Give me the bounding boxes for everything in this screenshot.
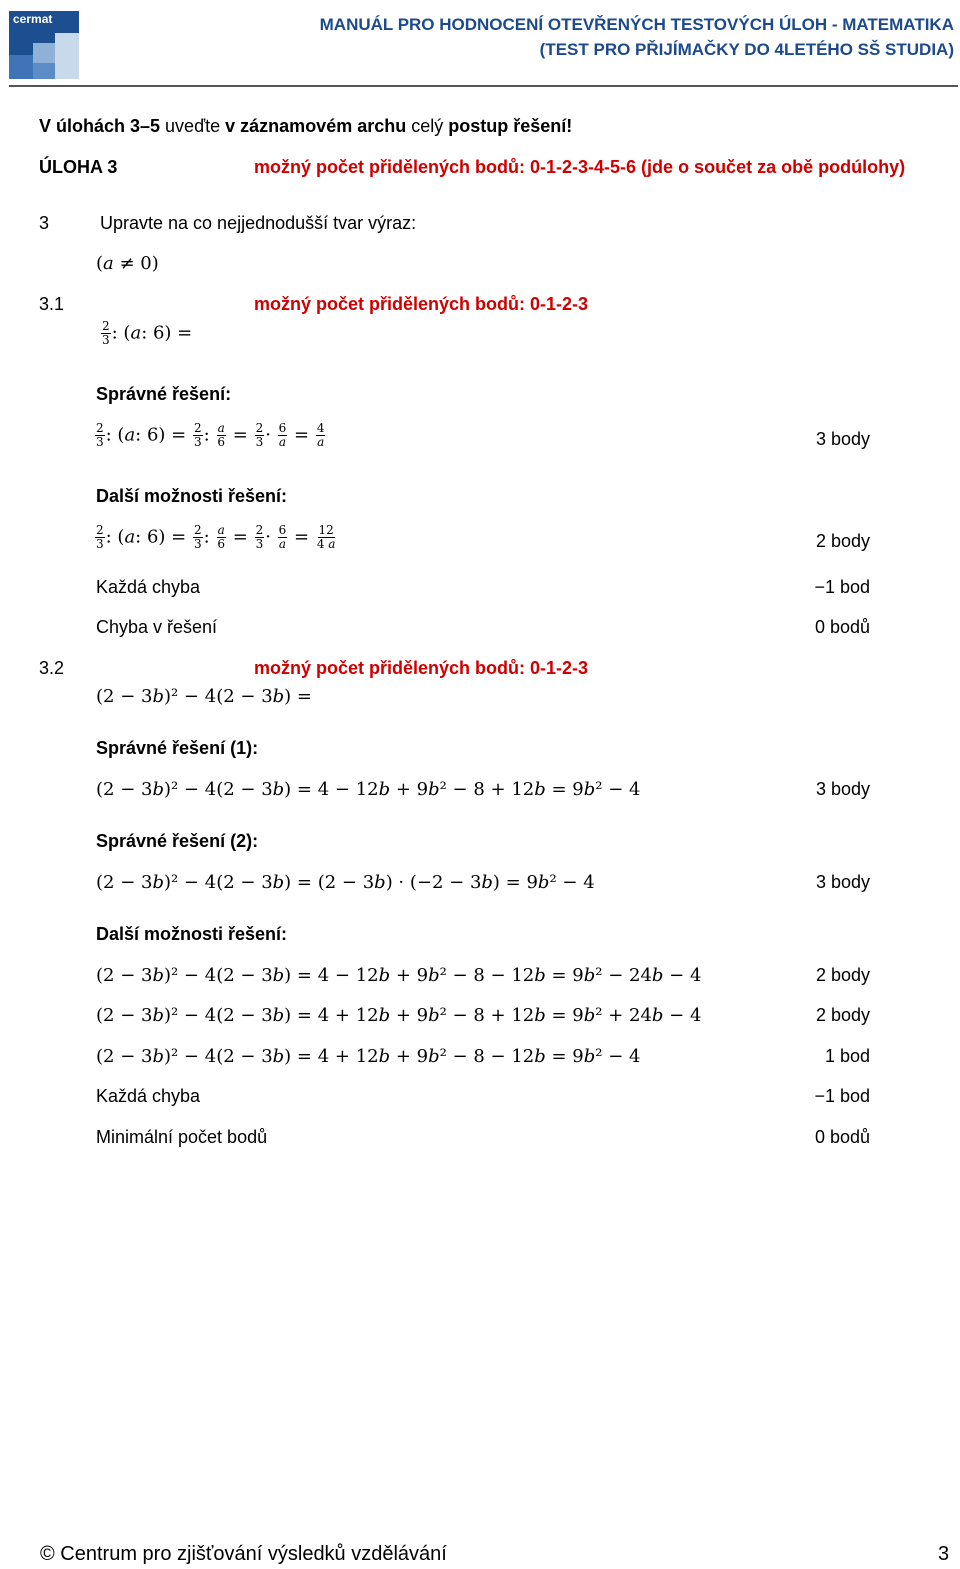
sub2-alt1-solution: (2 − 3𝑏)² − 4(2 − 3𝑏) = 4 − 12𝑏 + 9𝑏² − 8 − 12𝑏 = 9𝑏² − 24𝑏 − 4 <box>96 965 702 986</box>
sub2-correct1-score: 3 body <box>815 779 870 799</box>
sub2-correct2-score: 3 body <box>815 872 870 892</box>
sub1-expression: $\frac{2}{3}$ : (𝑎: 6) = <box>102 319 193 347</box>
task-instruction: Upravte na co nejjednodušší tvar výraz: <box>100 213 417 233</box>
sub2-correct1-heading: Správné řešení (1): <box>96 738 259 758</box>
sub1-alt-solution: $\frac{2}{3}$ : (𝑎: 6) = $\frac{2}{3}$ : $\frac{\text{𝑎}}{6}$ = $\frac{2}{3}$ · $\frac{6}{\text{𝑎}}$ = $\frac{12}{\text{4 𝑎}}$ <box>96 523 336 551</box>
intro-part3: v záznamovém archu <box>225 116 407 136</box>
sub2-number: 3.2 <box>39 658 65 678</box>
intro-part1: V úlohách 3–5 <box>39 116 161 136</box>
intro-part4: celý <box>406 116 449 136</box>
sub2-alt3-score: 1 bod <box>824 1046 870 1066</box>
sub1-correct-score: 3 body <box>815 429 870 449</box>
document-header-title <box>320 12 954 62</box>
intro-part5: postup řešení! <box>448 116 573 136</box>
sub2-correct2-solution: (2 − 3𝑏)² − 4(2 − 3𝑏) = (2 − 3𝑏) · (−2 − 3𝑏) = 9𝑏² − 4 <box>96 872 595 893</box>
sub1-each-error-score: −1 bod <box>814 577 870 597</box>
sub2-alt1-score: 2 body <box>815 965 870 985</box>
sub2-points: možný počet přidělených bodů: 0-1-2-3 <box>254 658 589 678</box>
sub2-alt2-solution: (2 − 3𝑏)² − 4(2 − 3𝑏) = 4 + 12𝑏 + 9𝑏² − 8 + 12𝑏 = 9𝑏² + 24𝑏 − 4 <box>96 1005 702 1026</box>
sub1-error-score: 0 bodů <box>814 617 870 637</box>
task-points: možný počet přidělených bodů: 0-1-2-3-4-5-6 (jde o součet za obě podúlohy) <box>254 157 906 177</box>
logo-text: cermat <box>13 12 53 26</box>
sub2-correct1-solution: (2 − 3𝑏)² − 4(2 − 3𝑏) = 4 − 12𝑏 + 9𝑏² − 8 + 12𝑏 = 9𝑏² − 4 <box>96 779 641 800</box>
sub2-alt3-solution: (2 − 3𝑏)² − 4(2 − 3𝑏) = 4 + 12𝑏 + 9𝑏² − 8 − 12𝑏 = 9𝑏² − 4 <box>96 1046 641 1067</box>
sub1-correct-heading: Správné řešení: <box>96 384 232 404</box>
sub2-other-heading: Další možnosti řešení: <box>96 924 288 944</box>
sub2-each-error-score: −1 bod <box>814 1086 870 1106</box>
sub2-min-score: 0 bodů <box>814 1127 870 1147</box>
sub2-correct2-heading: Správné řešení (2): <box>96 831 259 851</box>
sub1-other-heading: Další možnosti řešení: <box>96 486 288 506</box>
cermat-logo <box>9 11 79 79</box>
header-divider <box>9 85 958 87</box>
sub1-alt-score: 2 body <box>815 531 870 551</box>
sub2-expression: (2 − 3𝑏)² − 4(2 − 3𝑏) = <box>96 686 312 707</box>
footer-copyright: © Centrum pro zjišťování výsledků vzdělávání <box>40 1543 447 1565</box>
page-number: 3 <box>938 1543 950 1565</box>
task-number: 3 <box>39 213 50 233</box>
intro-part2: uveďte <box>160 116 226 136</box>
sub1-points: možný počet přidělených bodů: 0-1-2-3 <box>254 294 589 314</box>
header-title-line2: (TEST PRO PŘIJÍMAČKY DO 4LETÉHO SŠ STUDIA) <box>539 40 954 59</box>
intro-instruction <box>39 116 572 137</box>
sub2-each-error: Každá chyba <box>96 1086 201 1106</box>
task-condition: (𝑎 ≠ 0) <box>96 253 159 274</box>
sub2-min-points: Minimální počet bodů <box>96 1127 268 1147</box>
sub2-alt2-score: 2 body <box>815 1005 870 1025</box>
sub1-correct-solution: $\frac{2}{3}$ : (𝑎: 6) = $\frac{2}{3}$ : $\frac{\text{𝑎}}{6}$ = $\frac{2}{3}$ · $\frac{6}{\text{𝑎}}$ = $\frac{4}{\text{𝑎}}$ <box>96 421 325 449</box>
task-label: ÚLOHA 3 <box>39 157 118 177</box>
sub1-error-in-solution: Chyba v řešení <box>96 617 218 637</box>
sub1-number: 3.1 <box>39 294 65 314</box>
header-title-line1: MANUÁL PRO HODNOCENÍ OTEVŘENÝCH TESTOVÝCH ÚLOH - MATEMATIKA <box>319 15 954 34</box>
sub1-each-error: Každá chyba <box>96 577 201 597</box>
